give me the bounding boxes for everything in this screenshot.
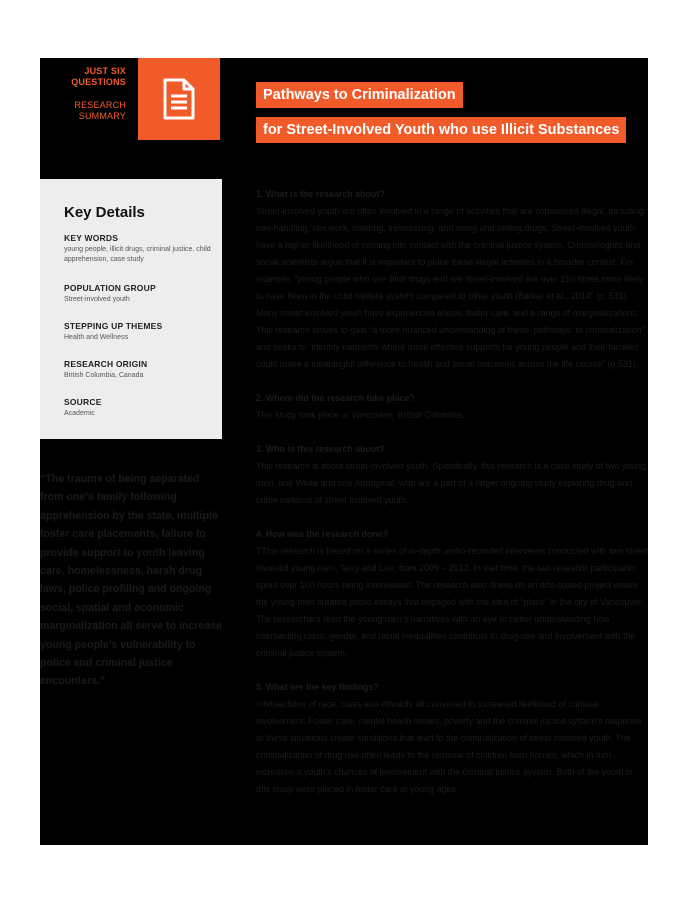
section-findings: 5. What are the key findings? Intersections of race, class and ethnicity all convened to increased likelihood of criminal involvement. Foster care, mental health issues, poverty and the criminal justice system’s response to these situations create conditions that lead to the criminalization of street involved youth. The criminalization of drug use often leads to the removal of children from homes, which in turn increases a youth’s chances of involvement with the criminal justice system. Both of the youth in this study were placed in foster care at young ages, [256, 682, 642, 794]
source: SOURCE Academic [64, 397, 102, 417]
series-type: RESEARCH SUMMARY [74, 100, 126, 121]
pull-quote: “The trauma of being separated from one’s family following apprehension by the state, multiple foster care placements, failure to provide support to youth leaving care, homelessness, harsh drug laws, police profiling and ongoing social, spatial and economic marginalization all serve to increase young people’s vulnerability to police and criminal justice encounters.” [40, 473, 222, 688]
key-details-heading: Key Details [64, 204, 145, 221]
research-origin: RESEARCH ORIGIN British Columbia, Canada [64, 359, 148, 379]
population-group: POPULATION GROUP Street-involved youth [64, 283, 156, 303]
document-page [40, 58, 648, 845]
series-name: JUST SIX QUESTIONS [71, 66, 126, 87]
title-line-2: for Street-Involved Youth who use Illicit Substances [256, 117, 626, 143]
key-words: KEY WORDS young people, illicit drugs, criminal justice, child apprehension, case study [64, 233, 211, 263]
title-line-1: Pathways to Criminalization [256, 82, 463, 108]
section-who: 3. Who is this research about? This research is about street-involved youth. Specifically, this research is a case study of two young men, one White and one Aboriginal, who are a part of a larger ongoing study exploring drug and crime patterns of street involved youth. [256, 444, 647, 505]
document-icon [162, 78, 196, 120]
key-details-panel [40, 179, 222, 439]
research-body [256, 186, 648, 815]
section-what: 1. What is the research about? Street-involved youth are often involved in a range of activities that are considered illegal, including: pan-handling, sex work, loitering, trespassing, and using and selling drugs. Street-involved youth have a higher likelihood of coming into contact with the criminal justice system. Criminologists and social scientists argue that it is important to place these illegal activities in a broader context. For example, “young people who use illicit drugs and are street-involved are over 150 times more likely to have been in the child welfare system compared to other youth (Barker et al., 2014” (p. 531). Many street-involved youth have experienced abuse, foster care, and a range of marginalizations. This research strives to gain “a more nuanced understanding of these ‘pathways’ to criminalization” and seeks to “identify moments where more effective supports for young people and their families could make a meaningful difference to health and social outcomes across the life course” (p.531). [256, 189, 647, 369]
logo-box [138, 58, 220, 140]
section-where: 2. Where did the research take place? This study took place in Vancouver, British Columbia. [256, 393, 465, 420]
series-label [40, 58, 126, 138]
section-how: 4. How was the research done? TThis research is based on a series of in-depth audio-recorded interviews conducted with two street involved young men, Terry and Lee, from 2009 – 2012. In that time, the two research participants spent over 100 hours being interviewed. The research also draws on an arts-based project where the young men created photo essays that engaged with the idea of “place” in the city of Vancouver. The researchers read the young men’s narratives with an eye to better understanding how intersecting class, gender, and racial inequalities contribute to drug-use and involvement with the criminal justice system. [256, 529, 648, 658]
stepping-up-themes: STEPPING UP THEMES Health and Wellness [64, 321, 163, 341]
